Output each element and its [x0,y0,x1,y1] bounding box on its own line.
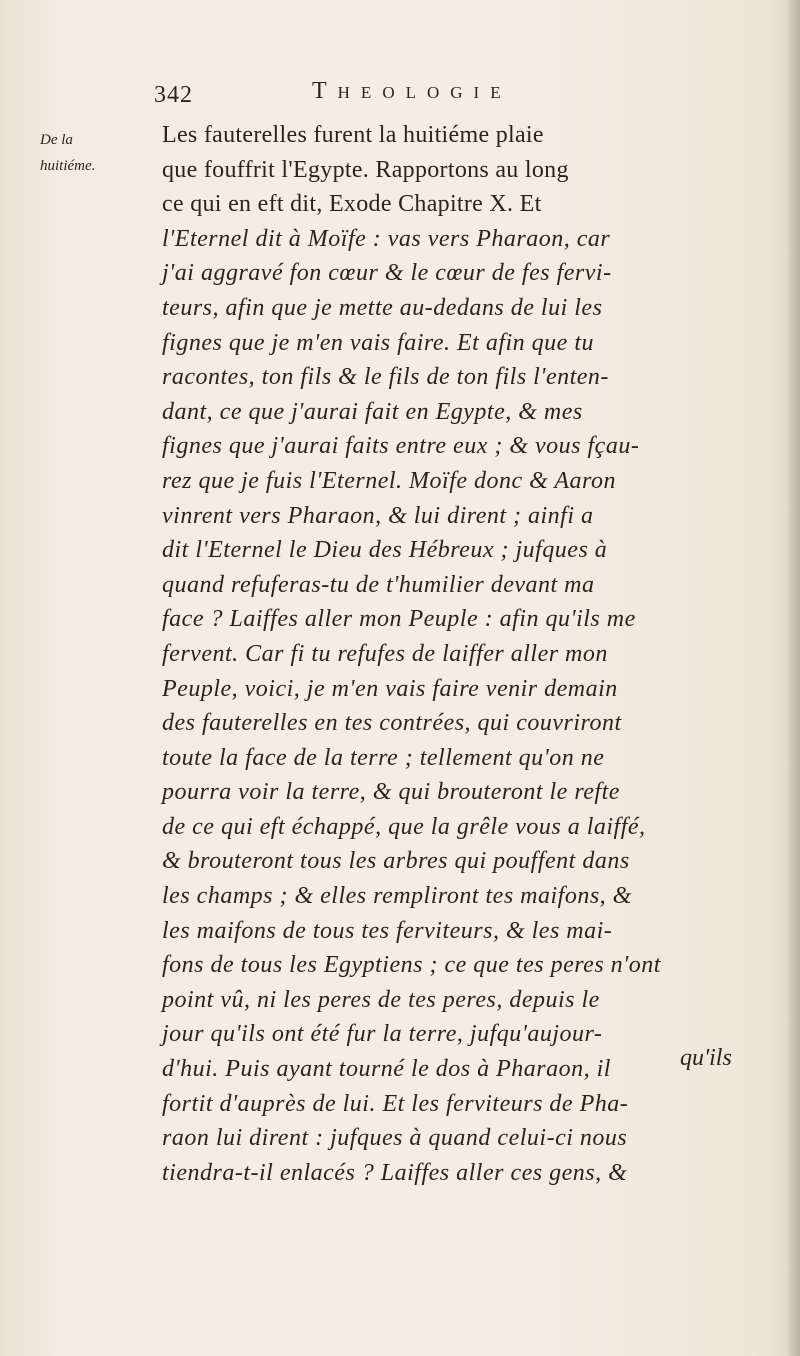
text-line: d'hui. Puis ayant tourné le dos à Pharaon, il [162,1056,611,1083]
text-line: que fouffrit l'Egypte. Rapportons au long [162,156,569,183]
text-line: racontes, ton fils & le fils de ton fils l'enten- [162,364,609,391]
text-line: les maifons de tous tes ferviteurs, & les mai- [162,917,613,944]
text-line: j'ai aggravé fon cœur & le cœur de fes fervi- [162,260,612,287]
text-line: l'Eternel dit à Moïfe : vas vers Pharaon, car [162,225,611,252]
text-line: point vû, ni les peres de tes peres, depuis le [162,986,600,1013]
margin-note-line: huitiéme. [40,158,96,174]
text-line: face ? Laiffes aller mon Peuple : afin qu'ils me [162,606,636,633]
text-line: pourra voir la terre, & qui brouteront le refte [162,779,620,806]
text-line: les champs ; & elles rempliront tes maifons, & [162,883,632,910]
body-text [162,118,762,1190]
text-line: Peuple, voici, je m'en vais faire venir demain [162,675,618,702]
margin-note-line: De la [40,132,73,148]
text-line: jour qu'ils ont été fur la terre, jufqu'aujour- [162,1021,603,1048]
text-line: fortit d'auprès de lui. Et les ferviteurs de Pha- [162,1090,629,1117]
text-line: de ce qui eft échappé, que la grêle vous a laiffé, [162,813,646,840]
margin-note [40,127,130,179]
page-edge-shadow [786,0,800,1356]
page-header [148,76,578,116]
text-line: dit l'Eternel le Dieu des Hébreux ; jufques à [162,537,608,564]
text-line: toute la face de la terre ; tellement qu'on ne [162,744,605,771]
text-line: vinrent vers Pharaon, & lui dirent ; ainfi a [162,502,594,529]
text-line: ce qui en eft dit, Exode Chapitre X. Et [162,191,542,218]
text-line: raon lui dirent : jufques à quand celui-ci nous [162,1125,628,1152]
catchword: qu'ils [680,1045,732,1071]
text-line: tiendra-t-il enlacés ? Laiffes aller ces gens, & [162,1159,628,1186]
text-line: fons de tous les Egyptiens ; ce que tes peres n'ont [162,952,661,979]
text-line: fignes que je m'en vais faire. Et afin que tu [162,329,594,356]
running-title: Theologie [312,78,512,104]
text-line: & brouteront tous les arbres qui pouffent dans [162,848,630,875]
page-number: 342 [154,82,193,108]
text-line: fignes que j'aurai faits entre eux ; & vous fçau- [162,433,640,460]
text-line: fervent. Car fi tu refufes de laiffer aller mon [162,640,608,667]
text-line: dant, ce que j'aurai fait en Egypte, & mes [162,398,583,425]
text-line: teurs, afin que je mette au-dedans de lui les [162,294,603,321]
text-line: des fauterelles en tes contrées, qui couvriront [162,710,622,737]
text-line: quand refuferas-tu de t'humilier devant ma [162,571,595,598]
text-line: Les fauterelles furent la huitiéme plaie [162,122,544,148]
text-line: rez que je fuis l'Eternel. Moïfe donc & Aaron [162,467,617,494]
